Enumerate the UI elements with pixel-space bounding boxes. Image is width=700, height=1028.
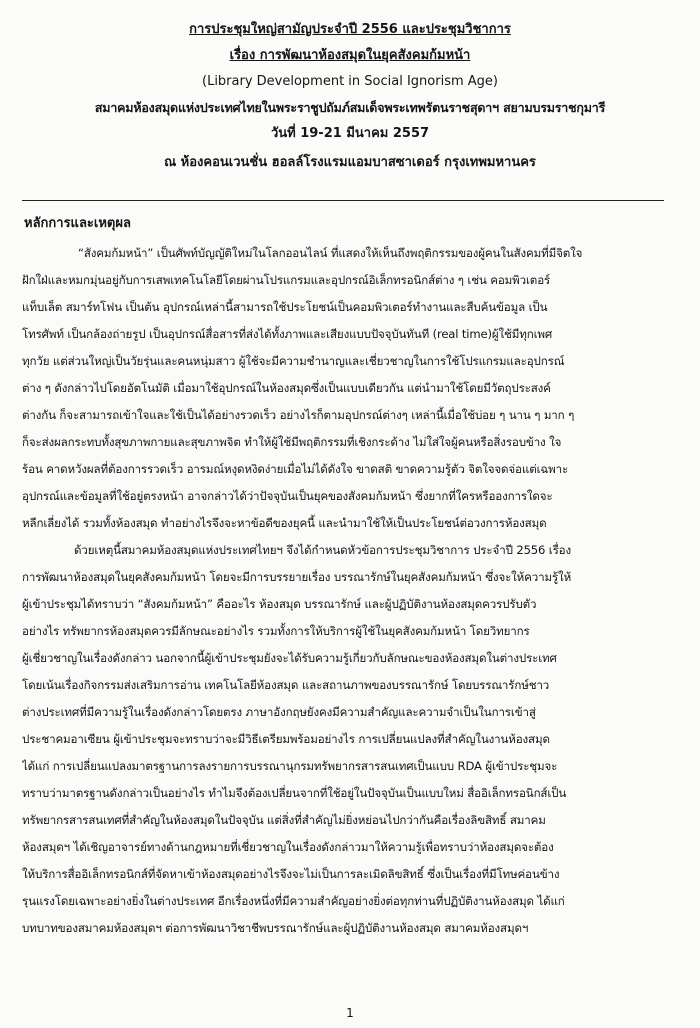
- paragraph-line: ต่าง ๆ ดังกล่าวไปโดยอัตโนมัติ เมื่อมาใช้อุปกรณ์ในห้องสมุดซึ่งเป็นแบบเดียวกัน แต่นำมาใช้โดยมีวัตถุประสงค์: [22, 381, 551, 395]
- paragraph-line: หลีกเลี่ยงได้ รวมทั้งห้องสมุด ทำอย่างไรจึงจะหาข้อดีของยุคนี้ และนำมาใช้ให้เป็นประโยชน์ต่อวงการห้องสมุด: [22, 516, 547, 530]
- header-organization: สมาคมห้องสมุดแห่งประเทศไทยในพระราชูปถัมภ์สมเด็จพระเทพรัตนราชสุดาฯ สยามบรมราชกุมารี: [94, 100, 606, 115]
- header-english-title: (Library Development in Social Ignorism Age): [202, 74, 498, 89]
- paragraph-line: โดยเน้นเรื่องกิจกรรมส่งเสริมการอ่าน เทคโนโลยีห้องสมุด และสถานภาพของบรรณารักษ์ โดยบรรณารักษ์ชาว: [22, 678, 550, 692]
- paragraph-line: ประชาคมอาเซียน ผู้เข้าประชุมจะทราบว่าจะมีวิธีเตรียมพร้อมอย่างไร การเปลี่ยนแปลงที่สำคัญในงานห้องสมุด: [22, 732, 550, 746]
- paragraph-line: ฝักใฝ่และหมกมุ่นอยู่กับการเสพเทคโนโลยีโดยผ่านโปรแกรมและอุปกรณ์อิเล็กทรอนิกส์ต่าง ๆ เช่น คอมพิวเตอร์: [22, 273, 551, 287]
- paragraph-line: ก็จะส่งผลกระทบทั้งสุขภาพกายและสุขภาพจิต ทำให้ผู้ใช้มีพฤติกรรมที่เชิงกระด้าง ไม่ใส่ใจผู้คนหรือสิ่งรอบข้าง ใจ: [22, 435, 562, 449]
- paragraph-line: ด้วยเหตุนี้สมาคมห้องสมุดแห่งประเทศไทยฯ จึงได้กำหนดหัวข้อการประชุมวิชาการ ประจำปี 2556 เรื่อง: [74, 543, 572, 557]
- paragraph-line: ทุกวัย แต่ส่วนใหญ่เป็นวัยรุ่นและคนหนุ่มสาว ผู้ใช้จะมีความชำนาญและเชี่ยวชาญในการใช้โปรแกรมและอุปกรณ์: [22, 354, 565, 368]
- paragraph-1: [22, 240, 670, 537]
- paragraph-line: ต่างกัน ก็จะสามารถเข้าใจและใช้เป็นได้อย่างรวดเร็ว อย่างไรก็ตามอุปกรณ์ต่างๆ เหล่านี้เมื่อใช้บ่อย ๆ นาน ๆ มาก ๆ: [22, 408, 575, 422]
- paragraph-line: บทบาทของสมาคมห้องสมุดฯ ต่อการพัฒนาวิชาชีพบรรณารักษ์และผู้ปฏิบัติงานห้องสมุด สมาคมห้องสมุดฯ: [22, 921, 529, 935]
- paragraph-line: ได้แก่ การเปลี่ยนแปลงมาตรฐานการลงรายการบรรณานุกรมทรัพยากรสารสนเทศเป็นแบบ RDA ผู้เข้าประชุมจะ: [22, 759, 558, 773]
- paragraph-line: ห้องสมุดฯ ได้เชิญอาจารย์ทางด้านกฎหมายที่เชี่ยวชาญในเรื่องดังกล่าวมาให้ความรู้เพื่อทราบว่าห้องสมุดจะต้อง: [22, 840, 554, 854]
- paragraph-line: “สังคมก้มหน้า” เป็นศัพท์บัญญัติใหม่ในโลกออนไลน์ ที่แสดงให้เห็นถึงพฤติกรรมของผู้คนในสังคมที่มีจิตใจ: [78, 246, 583, 260]
- paragraph-line: แท็บเล็ต สมาร์ทโฟน เป็นต้น อุปกรณ์เหล่านี้สามารถใช้ประโยชน์เป็นคอมพิวเตอร์ทำงานและสืบค้นข้อมูล เป็น: [22, 300, 548, 314]
- page-number: 1: [346, 1006, 354, 1020]
- paragraph-line: ผู้เข้าประชุมได้ทราบว่า “สังคมก้มหน้า” คืออะไร ห้องสมุด บรรณารักษ์ และผู้ปฏิบัติงานห้องสมุดควรปรับตัว: [22, 597, 537, 611]
- paragraph-line: ต่างประเทศที่มีความรู้ในเรื่องดังกล่าวโดยตรง ภาษาอังกฤษยังคงมีความสำคัญและความจำเป็นในการเข้าสู่: [22, 705, 536, 719]
- paragraph-line: โทรศัพท์ เป็นกล้องถ่ายรูป เป็นอุปกรณ์สื่อสารที่ส่งได้ทั้งภาพและเสียงแบบปัจจุบันทันที (real time)ผู้ใช้มีทุกเพศ: [22, 327, 553, 341]
- header-divider: [22, 200, 664, 201]
- paragraph-line: ร้อน คาดหวังผลที่ต้องการรวดเร็ว อารมณ์หงุดหงิดง่ายเมื่อไม่ได้ดังใจ ขาดสติ ขาดความรู้ตัว จิตใจจดจ่อแต่เฉพาะ: [22, 462, 569, 476]
- paragraph-line: ผู้เชี่ยวชาญในเรื่องดังกล่าว นอกจากนี้ผู้เข้าประชุมยังจะได้รับความรู้เกี่ยวกับลักษณะของห้องสมุดในต่างประเทศ: [22, 651, 557, 665]
- paragraph-2: [22, 537, 670, 942]
- paragraph-line: ทราบว่ามาตรฐานดังกล่าวเป็นอย่างไร ทำไมจึงต้องเปลี่ยนจากที่ใช้อยู่ในปัจจุบันเป็นแบบใหม่ สื่ออิเล็กทรอนิกส์เป็น: [22, 786, 567, 800]
- paragraph-line: อย่างไร ทรัพยากรห้องสมุดควรมีลักษณะอย่างไร รวมทั้งการให้บริการผู้ใช้ในยุคสังคมก้มหน้า โดยวิทยากร: [22, 624, 530, 638]
- document-header: [20, 20, 680, 179]
- paragraph-line: ทรัพยากรสารสนเทศที่สำคัญในห้องสมุดในปัจจุบัน แต่สิ่งที่สำคัญไม่ยิ่งหย่อนไปกว่ากันคือเรื่องลิขสิทธิ์ สมาคม: [22, 813, 546, 827]
- header-date: วันที่ 19-21 มีนาคม 2557: [270, 126, 430, 141]
- header-venue: ณ ห้องคอนเวนชั่น ฮอลล์โรงแรมแอมบาสซาเดอร์ กรุงเทพมหานคร: [164, 155, 536, 170]
- paragraph-line: อุปกรณ์และข้อมูลที่ใช้อยู่ตรงหน้า อาจกล่าวได้ว่าปัจจุบันเป็นยุคของสังคมก้มหน้า ซึ่งยากที่ใครหรือองการใดจะ: [22, 489, 553, 503]
- header-title: การประชุมใหญ่สามัญประจำปี 2556 และประชุมวิชาการ: [189, 22, 511, 37]
- paragraph-line: การพัฒนาห้องสมุดในยุคสังคมก้มหน้า โดยจะมีการบรรยายเรื่อง บรรณารักษ์ในยุคสังคมก้มหน้า ซึ่งจะให้ความรู้ให้: [22, 570, 572, 584]
- header-topic: เรื่อง การพัฒนาห้องสมุดในยุคสังคมก้มหน้า: [229, 48, 471, 63]
- paragraph-line: ให้บริการสื่ออิเล็กทรอนิกส์ที่จัดหาเข้าห้องสมุดอย่างไรจึงจะไม่เป็นการละเมิดลิขสิทธิ์ ซึ่งเป็นเรื่องที่มีโทษค่อนข้าง: [22, 867, 560, 881]
- section-heading: หลักการและเหตุผล: [24, 216, 131, 231]
- document-body: [22, 240, 670, 942]
- paragraph-line: รุนแรงโดยเฉพาะอย่างยิ่งในต่างประเทศ อีกเรื่องหนึ่งที่มีความสำคัญอย่างยิ่งต่อทุกท่านที่ปฏิบัติงานห้องสมุด ได้แก่: [22, 894, 565, 908]
